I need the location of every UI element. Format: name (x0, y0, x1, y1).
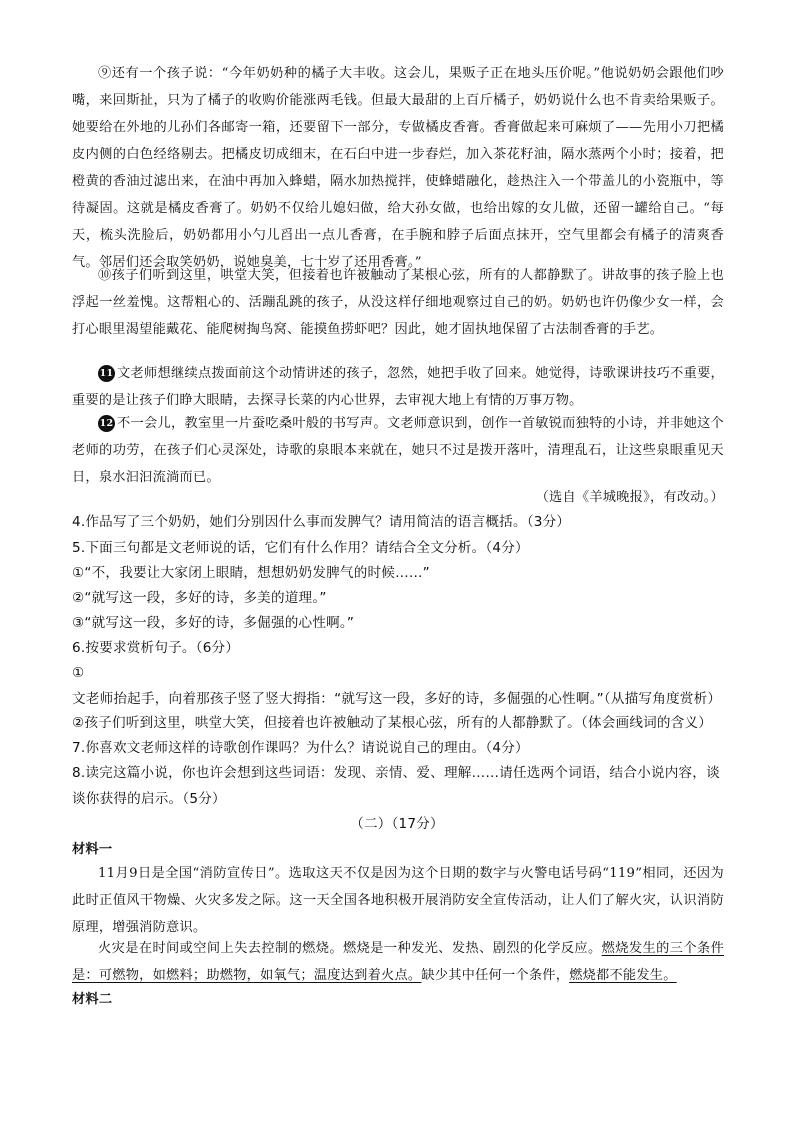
section-title: （二）（17分） (350, 816, 444, 832)
item-text: 孩子们听到这里，哄堂大笑，但接着也许被触动了某根心弦，所有的人都静默了。（体会画线词的含义） (84, 715, 713, 731)
underlined-text: 燃烧发生的三个条件是：可燃物，如燃料；助燃物，如氧气；温度达到着火点。 (72, 941, 725, 983)
question-6-item-1 (72, 661, 730, 712)
item-text: 文老师抬起手，向着那孩子竖了竖大拇指：“就写这一段，多好的诗，多倔强的心性啊。”（从描写角度赏析） (72, 690, 722, 707)
question-4: 4.作品写了三个奶奶，她们分别因什么事而发脾气？请用简洁的语言概括。（3分） (72, 514, 571, 530)
paragraph-12 (72, 410, 724, 491)
question-7: 7.你喜欢文老师这样的诗歌创作课吗？为什么？请说说自己的理由。（4分） (72, 740, 529, 756)
item-marker: ① (72, 665, 85, 681)
item-marker: ③ (72, 615, 85, 631)
source-note: （选自《羊城晚报》，有改动。） (535, 490, 724, 505)
paragraph-marker: ⑩ (98, 268, 112, 283)
paragraph-text: 不一会儿，教室里一片蚕吃桑叶般的书写声。文老师意识到，创作一首敏锐而独特的小诗，并非她这个老师的功劳，在孩子们心灵深处，诗歌的泉眼本来就在，她只不过是拨开落叶，清理乱石，让这些泉眼重见天日，泉水汩汩流淌而已。 (72, 416, 724, 485)
paragraph-10 (72, 262, 724, 343)
paragraph-11 (72, 360, 724, 414)
paragraph-marker: 12 (98, 415, 115, 432)
item-marker: ② (72, 590, 85, 606)
material-1-paragraph-2 (72, 935, 724, 989)
question-5: 5.下面三句都是文老师说的话，它们有什么作用？请结合全文分析。（4分） (72, 540, 529, 556)
item-text: “就写这一段，多好的诗，多美的道理。” (84, 590, 327, 606)
item-marker: ① (72, 565, 85, 581)
question-5-item-1 (72, 561, 730, 587)
paragraph-marker: ⑨ (98, 66, 112, 81)
paragraph-text: 文老师想继续点拨面前这个动情讲述的孩子，忽然，她把手收了回来。她觉得，诗歌课讲技巧不重要，重要的是让孩子们睁大眼睛，去探寻长菜的内心世界，去审视大地上有情的万事万物。 (72, 366, 724, 408)
item-text: “不，我要让大家闭上眼睛，想想奶奶发脾气的时候……” (84, 565, 430, 581)
text-plain: 火灾是在时间或空间上失去控制的燃烧。燃烧是一种发光、发热、剧烈的化学反应。 (98, 941, 602, 956)
question-8: 8.读完这篇小说，你也许会想到这些词语：发现、亲情、爱、理解……请任选两个词语，结合小说内容，谈谈你获得的启示。（5分） (72, 765, 720, 807)
item-marker: ② (72, 715, 85, 731)
question-5-item-2 (72, 586, 730, 612)
material-2-label: 材料二 (72, 992, 113, 1007)
underlined-text: 燃烧都不能发生。 (569, 968, 677, 983)
paragraph-text: 孩子们听到这里，哄堂大笑，但接着也许被触动了某根心弦，所有的人都静默了。讲故事的孩子脸上也浮起一丝羞愧。这帮粗心的、活蹦乱跳的孩子，从没这样仔细地观察过自己的奶。奶奶也许仍像少女一样，会打心眼里渴望能戴花、能爬树掏鸟窝、能摸鱼捞虾吧？因此，她才固执地保留了古法制香膏的手艺。 (72, 268, 725, 337)
material-1-paragraph-1: 11月9日是全国“消防宣传日”。选取这天不仅是因为这个日期的数字与火警电话号码“119”相同，还因为此时正值风干物燥、火灾多发之际。这一天全国各地积极开展消防安全宣传活动，让人们了解火灾，认识消防原理，增强消防意识。 (72, 866, 724, 935)
question-5-item-3 (72, 611, 730, 637)
item-text: “就写这一段，多好的诗，多倔强的心性啊。” (84, 615, 355, 631)
paragraph-9 (72, 60, 724, 276)
question-6-item-2 (72, 711, 730, 737)
question-6: 6.按要求赏析句子。（6分） (72, 640, 240, 656)
paragraph-text: 还有一个孩子说：“今年奶奶种的橘子大丰收。这会儿，果贩子正在地头压价呢。”他说奶奶会跟他们吵嘴，来回斯扯，只为了橘子的收购价能涨两毛钱。但最大最甜的上百斤橘子，奶奶说什么也不肯卖给果贩子。她要给在外地的儿孙们各邮寄一箱，还要留下一部分，专做橘皮香膏。香膏做起来可麻烦了——先用小刀把橘皮内侧的白色经络剔去。把橘皮切成细末，在石臼中进一步舂烂，加入茶花籽油，隔水蒸两个小时；接着，把橙黄的香油过滤出来，在油中再加入蜂蜡，隔水加热搅拌，使蜂蜡融化，趁热注入一个带盖儿的小瓷瓶中，等待凝固。这就是橘皮香膏了。奶奶不仅给儿媳妇做，给大孙女做，也给出嫁的女儿做，还留一罐给自己。“每天，梳头洗脸后，奶奶都用小勺儿舀出一点儿香膏，在手腕和脖子后面点抹开，空气里都会有橘子的清爽香气。邻居们还会取笑奶奶，说她臭美，七十岁了还用香膏。” (72, 66, 724, 270)
paragraph-marker: 11 (98, 365, 115, 382)
material-1-label: 材料一 (72, 842, 113, 857)
text-plain: 缺少其中任何一个条件， (421, 968, 570, 983)
